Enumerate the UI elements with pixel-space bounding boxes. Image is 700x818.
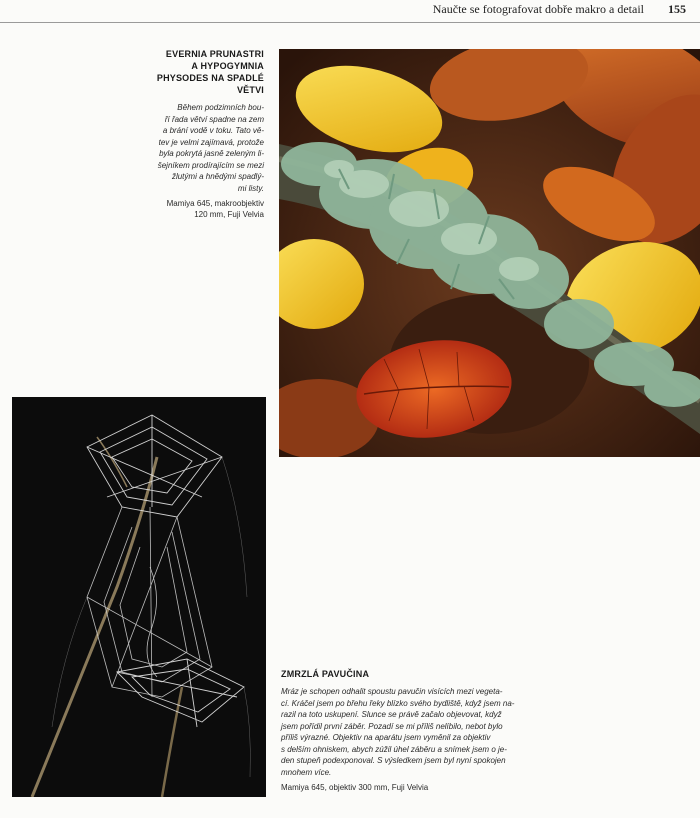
caption-title-line: PHYSODES NA SPADLÉ — [156, 73, 264, 83]
caption-title-line: EVERNIA PRUNASTRI — [165, 49, 264, 59]
caption-body-line: den stupeň podexponoval. S výsledkem jsem byl nyní spokojen — [281, 756, 506, 765]
spiderweb-caption-credit: Mamiya 645, objektiv 300 mm, Fuji Velvia — [281, 783, 429, 792]
caption-body-line: mnohem více. — [281, 767, 332, 777]
caption-body-line: mi listy. — [237, 183, 264, 193]
caption-body-line: ří řada větví spadne na zem — [164, 114, 264, 124]
frozen-spiderweb-photo — [12, 397, 266, 797]
spiderweb-caption — [281, 668, 539, 793]
page-header — [0, 0, 700, 23]
caption-title-line: A HYPOGYMNIA — [191, 61, 264, 71]
lichen-caption-credit — [140, 198, 264, 220]
caption-credit-line: Mamiya 645, makroobjektiv — [166, 199, 264, 208]
caption-body-line: razil na toto uskupení. Slunce se právě začalo objevovat, když — [281, 710, 502, 719]
caption-body-line: s delším ohniskem, abych zúžil úhel záběru a snímek jsem o je- — [281, 744, 507, 754]
caption-body-line: a brání vodě v toku. Tato vě- — [162, 126, 264, 135]
page-number: 155 — [668, 2, 686, 16]
caption-body-line: Mráz je schopen odhalit spoustu pavučin visících mezi vegeta- — [281, 687, 503, 696]
lichen-caption — [140, 48, 264, 220]
running-header-title: Naučte se fotografovat dobře makro a detail — [432, 2, 644, 16]
caption-body-line: Během podzimních bou- — [177, 103, 264, 112]
lichen-caption-body — [140, 102, 264, 194]
caption-credit-line: 120 mm, Fuji Velvia — [194, 210, 264, 219]
caption-body-line: šejníkem prodírajícím se mezi — [157, 160, 264, 170]
spiderweb-caption-title: ZMRZLÁ PAVUČINA — [281, 669, 370, 679]
caption-body-line: tev je velmi zajímavá, protože — [158, 137, 264, 147]
lichen-caption-title — [140, 48, 264, 96]
caption-body-line: jsem pořídil první záběr. Pozadí se mi příliš nelíbilo, nebot bylo — [281, 721, 503, 731]
spiderweb-caption-body — [281, 686, 539, 778]
caption-body-line: byla pokrytá jasně zeleným li- — [159, 149, 264, 158]
caption-body-line: cí. Kráčel jsem po břehu řeky blízko svého bydliště, když jsem na- — [281, 698, 515, 708]
caption-body-line: příliš výrazné. Objektiv na aparátu jsem vyměnil za objektiv — [281, 733, 491, 742]
lichen-branch-photo — [279, 49, 700, 457]
caption-body-line: žlutými a hnědými spadlý- — [171, 172, 264, 181]
caption-title-line: VĚTVI — [236, 85, 264, 95]
